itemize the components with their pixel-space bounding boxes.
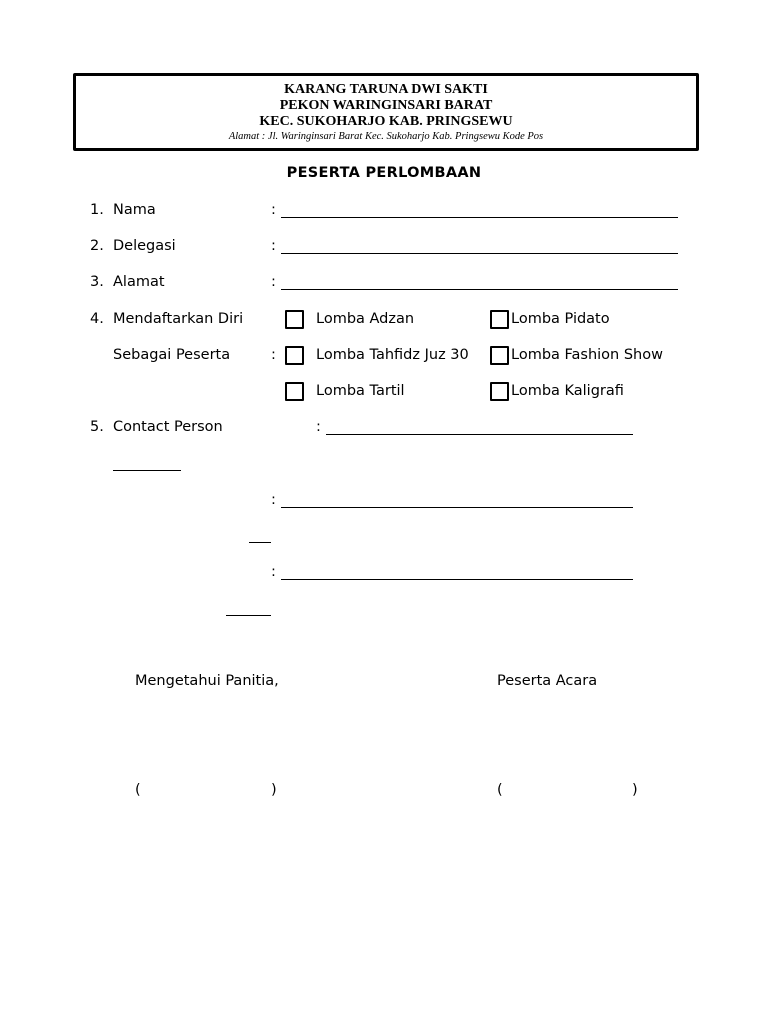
option-lomba-kaligrafi: Lomba Kaligrafi [511, 383, 624, 399]
signature-left-close-paren: ) [271, 782, 277, 798]
checkbox-lomba-kaligrafi[interactable] [490, 382, 509, 401]
org-district: KEC. SUKOHARJO KAB. PRINGSEWU [259, 114, 513, 129]
colon: : [271, 202, 276, 218]
signature-right-title: Peserta Acara [497, 673, 598, 689]
field-label-contact-person: Contact Person [113, 419, 223, 435]
colon: : [316, 419, 321, 435]
field-number-1: 1. [90, 202, 104, 218]
signature-left-open-paren: ( [135, 782, 141, 798]
contact-input-line-2[interactable] [281, 507, 633, 508]
option-lomba-pidato: Lomba Pidato [511, 311, 610, 327]
option-lomba-tahfidz: Lomba Tahfidz Juz 30 [316, 347, 469, 363]
checkbox-lomba-pidato[interactable] [490, 310, 509, 329]
checkbox-lomba-tartil[interactable] [285, 382, 304, 401]
colon: : [271, 274, 276, 290]
signature-right-open-paren: ( [497, 782, 503, 798]
field-label-alamat: Alamat [113, 274, 165, 290]
field-label-nama: Nama [113, 202, 156, 218]
org-village: PEKON WARINGINSARI BARAT [279, 98, 493, 113]
org-name: KARANG TARUNA DWI SAKTI [284, 82, 488, 97]
checkbox-lomba-fashion-show[interactable] [490, 346, 509, 365]
checkbox-lomba-adzan[interactable] [285, 310, 304, 329]
letterhead-box [73, 73, 699, 151]
org-address: Alamat : Jl. Waringinsari Barat Kec. Sukoharjo Kab. Pringsewu Kode Pos [228, 131, 544, 142]
contact-input-line-3[interactable] [281, 579, 633, 580]
field-label-delegasi: Delegasi [113, 238, 176, 254]
field-number-4: 4. [90, 311, 104, 327]
colon: : [271, 347, 276, 363]
option-lomba-tartil: Lomba Tartil [316, 383, 405, 399]
field-number-3: 3. [90, 274, 104, 290]
field-label-sebagai-peserta: Sebagai Peserta [113, 347, 231, 363]
signature-right-close-paren: ) [632, 782, 638, 798]
colon: : [271, 492, 276, 508]
contact-short-line-1 [113, 470, 181, 471]
signature-left-title: Mengetahui Panitia, [135, 673, 279, 689]
field-number-5: 5. [90, 419, 104, 435]
option-lomba-adzan: Lomba Adzan [316, 311, 415, 327]
contact-short-line-3 [226, 615, 271, 616]
field-number-2: 2. [90, 238, 104, 254]
option-lomba-fashion-show: Lomba Fashion Show [511, 347, 663, 363]
field-label-mendaftarkan: Mendaftarkan Diri [113, 311, 244, 327]
form-title: PESERTA PERLOMBAAN [286, 165, 482, 181]
contact-person-input-line[interactable] [326, 434, 633, 435]
delegasi-input-line[interactable] [281, 253, 678, 254]
colon: : [271, 238, 276, 254]
colon: : [271, 564, 276, 580]
nama-input-line[interactable] [281, 217, 678, 218]
contact-short-line-2 [249, 542, 271, 543]
alamat-input-line[interactable] [281, 289, 678, 290]
checkbox-lomba-tahfidz[interactable] [285, 346, 304, 365]
